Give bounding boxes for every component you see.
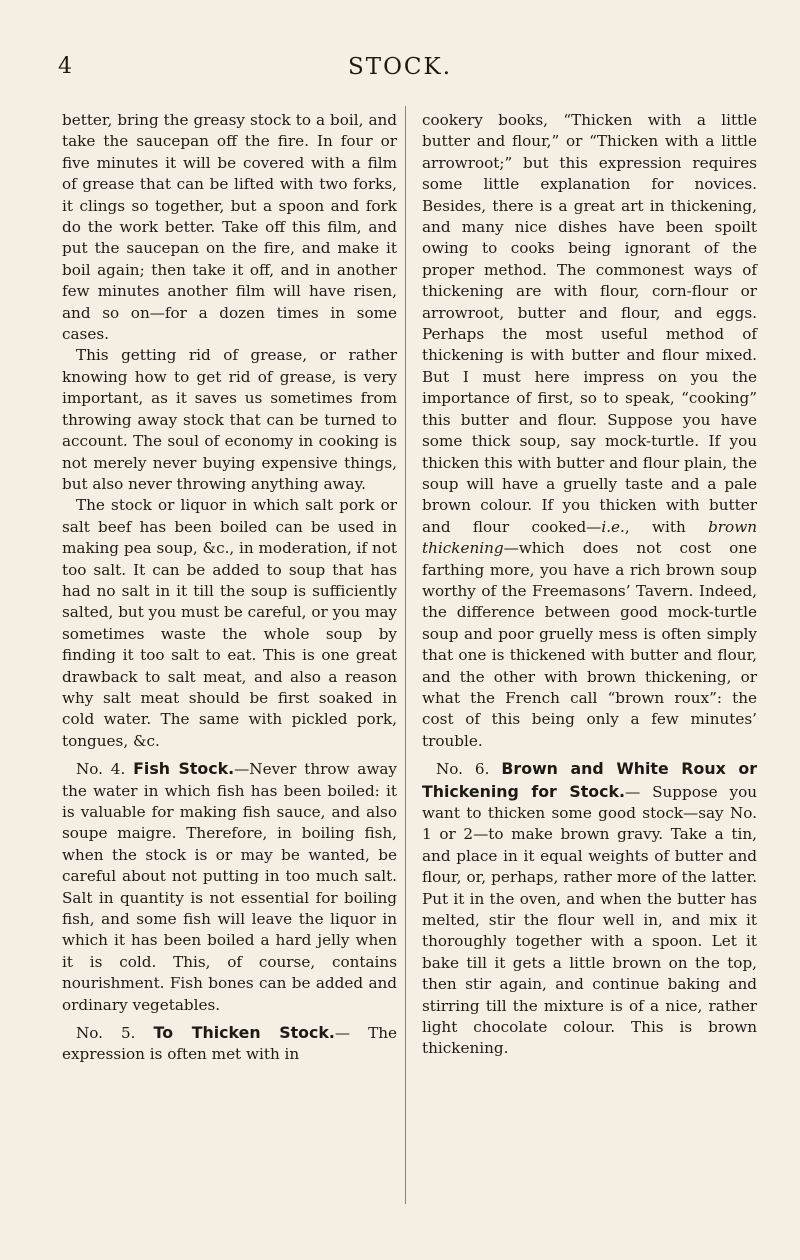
text-run-italic: i.e.: [601, 517, 625, 536]
left-column: [62, 110, 397, 1066]
text-run: —which does not cost one farthing more, you have a rich brown soup worthy of the Freemasons’ Tavern. Indeed, the difference between good mock-turtle soup and poor gruelly mess is often simply that one is thickened with butter and flour, and the other with brown thickening, or what the French call “brown roux”: the cost of this being only a few minutes’ trouble.: [422, 539, 757, 750]
running-title: STOCK.: [347, 54, 453, 80]
section-number: No. 6.: [436, 760, 490, 779]
section-body: — Suppose you want to thicken some good stock—say No. 1 or 2—to make brown gravy. Take a tin, and place in it equal weights of butter and flour, or, perhaps, rather more of the latter. Put it in the oven, and when the butter has melted, stir the flour well in, and mix it thoroughly together with a spoon. Let it bake till it gets a little brown on the top, then stir again, and continue baking and stirring till the mixture is of a nice, rather light chocolate colour. This is brown thickening.: [422, 782, 757, 1058]
section-heading: Brown and White Roux or Thickening for Stock.: [422, 759, 758, 801]
section-fish-stock: [62, 758, 397, 1016]
right-column: [422, 110, 757, 1060]
section-number: No. 4.: [76, 760, 126, 779]
paragraph: This getting rid of grease, or rather knowing how to get rid of grease, is very important, as it saves us sometimes from throwing away stock that can be turned to account. The soul of economy in cooking is not merely never buying expensive things, but also never throwing anything away.: [62, 346, 397, 493]
section-heading: Fish Stock.: [133, 759, 235, 779]
text-run: , with: [624, 517, 709, 536]
page-header: [58, 54, 742, 84]
paragraph: The stock or liquor in which salt pork or salt beef has been boiled can be used in making pea soup, &c., in moderation, if not too salt. It can be added to soup that has had no salt in it till the soup is sufficiently salted, but you must be careful, or you may sometimes waste the whole soup by finding it too salt to eat. This is one great drawback to salt meat, and also a reason why salt meat should be first soaked in cold water. The same with pickled pork, tongues, &c.: [62, 496, 397, 750]
column-divider: [405, 106, 406, 1204]
section-number: No. 5.: [76, 1024, 136, 1043]
paragraph: better, bring the greasy stock to a boil, and take the saucepan off the fire. In four or five minutes it will be covered with a film of grease that can be lifted with two forks, it clings so together, but a spoon and fork do the work better. Take off this film, and put the saucepan on the fire, and make it boil again; then take it off, and in another few minutes another film will have risen, and so on—for a dozen times in some cases.: [62, 111, 397, 344]
section-body: — The expression is often met with in: [62, 1024, 398, 1064]
page-number: 4: [58, 54, 72, 79]
section-heading: To Thicken Stock.: [153, 1023, 335, 1043]
paragraph: [422, 110, 757, 752]
text-run-italic: brown thickening: [422, 517, 757, 558]
section-thicken-stock: [62, 1022, 397, 1066]
section-brown-white-roux: [422, 758, 757, 1060]
section-body: —Never throw away the water in which fish has been boiled: it is valuable for making fish sauce, and also soupe maigre. Therefore, in boiling fish, when the stock is or may be wanted, be careful about not putting in too much salt. Salt in quantity is not essential for boiling fish, and some fish will leave the liquor in which it has been boiled a hard jelly when it is cold. This, of course, contains nourishment. Fish bones can be added and ordinary vegetables.: [62, 760, 397, 1014]
text-run: cookery books, “Thicken with a little butter and flour,” or “Thicken with a little arrowroot;” but this expression requires some little explanation for novices. Besides, there is a great art in thickening, and many nice dishes have been spoilt owing to cooks being ignorant of the proper method. The commonest ways of thickening are with flour, corn-flour or arrowroot, butter and flour, and eggs. Perhaps the most useful method of thickening is with butter and flour mixed. But I must here impress on you the importance of first, so to speak, “cooking” this butter and flour. Suppose you have some thick soup, say mock-turtle. If you thicken this with butter and flour plain, the soup will have a gruelly taste and a pale brown colour. If you thicken with butter and flour cooked—: [422, 111, 757, 536]
